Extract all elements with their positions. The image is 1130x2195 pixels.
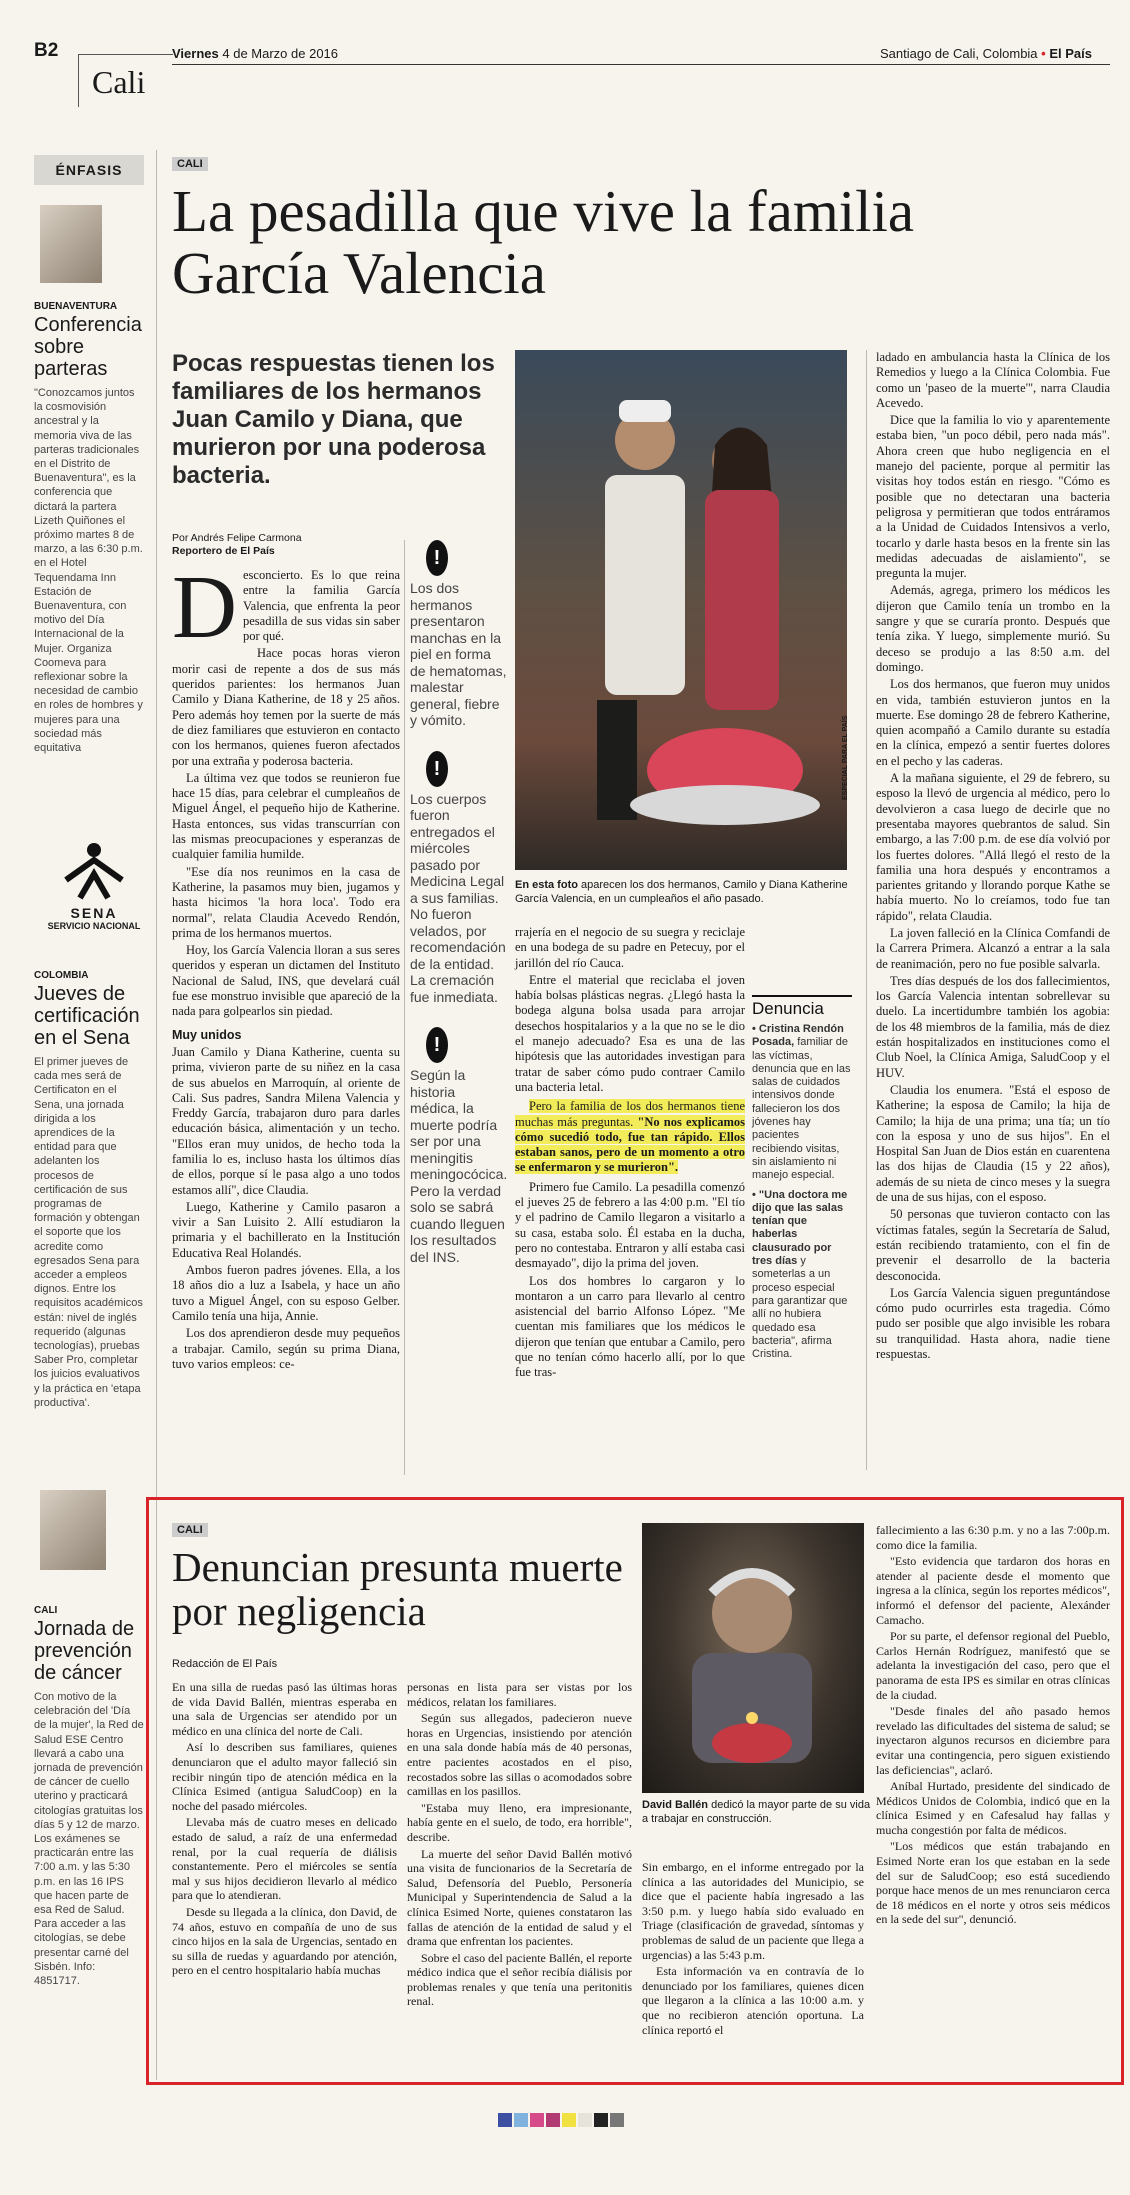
color-registration-bar: [498, 2113, 624, 2127]
photo-credit: ESPECIAL PARA EL PAÍS: [842, 715, 849, 800]
sidebar-kicker-3: CALI: [34, 1605, 58, 1616]
article1-column-3: [515, 925, 745, 1383]
sidebar-body-3: Con motivo de la celebración del 'Día de la mujer', la Red de Salud ESE Centro llevará a cabo una jornada de prevención de cáncer de cuello uterino y practicará citologías gratuitas los días 5 y 12 de marzo. Los exámenes se practicarán entre las 7:00 a.m. y las 5:30 p.m. en las 16 IPS que hacen parte de esa Red de Salud. Para acceder a las citologías, se debe presentar carné del Sisbén. Info: 4851717.: [34, 1691, 144, 1988]
denuncia-quote: "Una doctora me dijo que las salas tenían que haberlas clausurado por tres días: [752, 1188, 848, 1268]
article1-col3-p4: Los dos hombres lo cargaron y lo montaron a un carro para llevarlo al centro asistencial del barrio Alfonso López. "Me cuentan mis familiares que los médicos le dijeron que tenían que entubar a Camilo, pero que no tenían cómo hacerlo allí, por lo que fue tras-: [515, 1273, 745, 1380]
header-city: [880, 46, 1092, 61]
color-swatch: [498, 2113, 512, 2127]
article2-col2-p2: Según sus allegados, padecieron nueve horas en Urgencias, insistiendo por atención en una sala donde había más de 40 personas, entre pacientes acostados en el piso, recostados sobre las sillas o acomodados sobre camillas en los pasillos.: [407, 1711, 632, 1799]
article2-col3-p2: Esta información va en contravía de lo denunciado por los familiares, quienes dicen que llegaron a la clínica a las 10:00 a.m. y que no recibieron atención oportuna. La clínica reportó el: [642, 1964, 864, 2037]
sena-logo-text: SENA: [70, 905, 118, 921]
article1-col1-p6: Juan Camilo y Diana Katherine, cuenta su prima, vivieron parte de su niñez en la casa de sus abuelos en Marroquín, al oriente de Cali. Sus padres, Sandra Milena Valencia y Freddy García, trabajaron duro para darles educación básica, alimentación y un techo. "Ellos eran muy unidos, de hecho toda la familia lo es, incluso hasta los últimos días de ellos, porque sí le pasa algo a uno todos estamos allí", dice Claudia.: [172, 1044, 400, 1197]
color-swatch: [594, 2113, 608, 2127]
article1-photo: [515, 350, 847, 870]
exclamation-icon: [426, 751, 448, 787]
sidebar: [34, 155, 144, 755]
color-swatch: [562, 2113, 576, 2127]
sidenote-2: Los cuerpos fueron entregados el miércoles pasado por Medicina Legal a sus familias. No fueron velados, por recomendación de la entidad. La cremación fue inmediata.: [410, 790, 506, 1005]
color-swatch: [530, 2113, 544, 2127]
caption2-text: dedicó la mayor parte de su vida a trabajar en construcción.: [642, 1799, 871, 1825]
header-rule: [172, 64, 1110, 65]
enfasis-label: ÉNFASIS: [34, 155, 144, 185]
article1-col4-p5: A la mañana siguiente, el 29 de febrero, su esposo la llevó de urgencia al médico, pero lo devolvieron a casa luego de decirle que no presentaba mayores quebrantos de salud. Sin embargo, a las 7:00 p.m. de ese día volvió por los fuertes dolores. "Allá llegó el resto de la familia una hora después y encontramos a parientes gritando y llorando porque Kathe se había muerto. No lo creíamos, todo fue tan rápido", relata Claudia.: [876, 771, 1110, 923]
article1-subhead: Muy unidos: [172, 1027, 242, 1042]
sidebar-kicker-1: BUENAVENTURA: [34, 301, 118, 312]
denuncia-text-2: y someterlas a un proceso especial para garantizar que allí no hubiera quedado esa bacteria", afirma Cristina.: [752, 1255, 848, 1361]
article1-col1-p2: Hace pocas horas vieron morir casi de repente a dos de sus más queridos parientes: los hermanos Juan Camilo y Diana Katherine, de 18 y 25 años. Pero además hoy temen por la suerte de más de diez familiares que estuvieron en contacto con los hermanos, quienes fueron afectados por una extraña y poderosa bacteria.: [172, 646, 400, 768]
article1-col1-p7: Luego, Katherine y Camilo pasaron a vivir a San Luisito 2. Allí estudiaron la primaria y el bachillerato en la Institución Educativa Real Holandés.: [172, 1199, 400, 1260]
article2-col1-p4: Desde su llegada a la clínica, don David, de 74 años, estuvo en compañía de uno de sus cinco hijos en la sala de Urgencias, sentado en su silla de ruedas y aguardando por atención, pero en el centro hospitalario había muchas: [172, 1904, 397, 1978]
highlight-b: "No nos explicamos cómo sucedió todo, fue tan rápido. Ellos estaban sanos, pero de un momento a otro se enfermaron y se murieron".: [515, 1114, 745, 1175]
caption-lead: En esta foto: [515, 879, 578, 891]
article2-byline: Redacción de El País: [172, 1658, 278, 1670]
article1-col3-p2: Entre el material que reciclaba el joven había bolsas plásticas negras. ¿Llegó hasta la bodega alguna bolsa usada para arrojar desechos hospitalarios y a la que no se le dio el manejo adecuado? Esa es una de las hipótesis que las autoridades investigan para tratar de saber cómo pudo contraer Camilo una bacteria letal.: [515, 972, 745, 1094]
article1-col4-p3: Además, agrega, primero los médicos les dijeron que Camilo tenía un trombo en la sangre y que se curaría pronto. Después que tenía zika. Y luego, simplemente murió. Su deceso se produjo a las 8:50 a.m. del domingo.: [876, 583, 1110, 674]
sidenote-rule: [404, 540, 405, 1475]
article2-col4-p1: fallecimiento a las 6:30 p.m. y no a las 7:00p.m. como dice la familia.: [876, 1523, 1110, 1552]
exclamation-icon: [426, 540, 448, 576]
sidenote-1: Los dos hermanos presentaron manchas en la piel en forma de hematomas, malestar general, fiebre y vómito.: [410, 580, 507, 728]
header-date: [172, 46, 338, 61]
article1-photo-caption: [515, 878, 860, 906]
denuncia-title: Denuncia: [752, 999, 824, 1018]
denuncia-name: Cristina Rendón Posada,: [752, 1023, 844, 1049]
article2-col4-p2: "Esto evidencia que tardaron dos horas en atender al paciente desde el momento que ingresa a la clínica, según los reportes médicos", informó el defensor del paciente, Alexánder Camacho.: [876, 1554, 1110, 1627]
article1-col4-p9: 50 personas que tuvieron contacto con las víctimas fatales, según la Secretaría de Salud, están recibiendo tratamiento, con el fin de prevenir el desarrollo de la bacteria desconocida.: [876, 1207, 1110, 1283]
article1-col1-p5: Hoy, los García Valencia lloran a sus seres queridos y esperan un dictamen del Instituto Nacional de Salud, INS, que develará cuál fue ese monstruo invisible que apareció de la nada para golpearlos sin piedad.: [172, 943, 400, 1019]
article1-col1-p8: Ambos fueron padres jóvenes. Ella, a los 18 años dio a luz a Isabela, y hace un año tuvo a Miguel Ángel, con su esposo Gelber. Camilo tenía una hija, Annie.: [172, 1263, 400, 1323]
sidenotes: [410, 540, 508, 1265]
article2-headline: Denuncian presunta muerte por negligencia: [172, 1544, 623, 1634]
article2-col2-p1: personas en lista para ser vistas por los médicos, relatan los familiares.: [407, 1680, 632, 1709]
article2-col2-p4: La muerte del señor David Ballén motivó una visita de funcionarios de la Secretaría de Salud, Defensoría del Pueblo, Personería Municipal y Superintendencia de Salud a la clínica Esimed Norte, quienes constataron las fallas de atención de la entidad de salud y el drama que enfrentan los pacientes.: [407, 1846, 632, 1949]
date-rest: 4 de Marzo de 2016: [222, 46, 339, 61]
article1-col1-p1: esconcierto. Es lo que reina entre la familia García Valencia, que enfrenta la peor pesadilla de sus vidas sin saber por qué.: [243, 568, 400, 644]
article1-col3-highlight: [515, 1099, 745, 1175]
sidebar-photo: [40, 205, 102, 283]
article1-col4-p8: Claudia los enumera. "Está el esposo de Katherine; la esposa de Camilo; la hija de Camilo; la hija de una prima; una tía; un tío con la esposa y uno de sus hijos". En el Hospital San Juan de Dios están en cuarentena las dos hijas de Claudia (15 y 22 años), además de su nieta de cinco meses y la suegra de una de sus hijas, con el esposo.: [876, 1082, 1110, 1205]
color-swatch: [546, 2113, 560, 2127]
article2-col1-p3: Llevaba más de cuatro meses en delicado estado de salud, a raíz de una enfermedad renal, por la cual requería de diálisis constantemente. Pero el miércoles se sentía mal y sus hijos decidieron llevarlo al médico para que lo atendieran.: [172, 1815, 397, 1903]
denuncia-bullet-icon: •: [752, 1023, 756, 1035]
highlight-a: Pero la familia de los dos hermanos tiene muchas más preguntas.: [515, 1099, 745, 1129]
article2-col2-p5: Sobre el caso del paciente Ballén, el reporte médico indica que el señor recibía diálisis por problemas renales y que tenía una peritonitis renal.: [407, 1950, 632, 2009]
article1-col4-p6: La joven falleció en la Clínica Comfandi de la Carrera Primera. Alcanzó a entrar a la sala de reanimación, pero no fue posible salvarla.: [876, 925, 1110, 971]
exclamation-glyph: !: [433, 1034, 441, 1056]
article2-col2-p3: "Estaba muy lleno, era impresionante, había gente en el suelo, de todo, era horrible", describe.: [407, 1800, 632, 1844]
sidebar-photo-2: [40, 1490, 106, 1570]
sidebar-block-3: [34, 1605, 144, 1988]
sidebar-title-1: Conferencia sobre parteras: [34, 314, 142, 380]
article2-photo-art: [642, 1523, 864, 1793]
article2-col4-p5: Aníbal Hurtado, presidente del sindicado de Médicos Unidos de Colombia, indicó que en la clínica Esimed y en Cafesalud hay fallas y mucha congestión por falta de médicos.: [876, 1779, 1110, 1837]
article1-col3-p1: rrajería en el negocio de su suegra y reciclaje en una bodega de su padre en Petecuy, por el jarillón del río Cauca.: [515, 925, 745, 970]
color-swatch: [514, 2113, 528, 2127]
color-swatch: [610, 2113, 624, 2127]
sena-logo: [44, 840, 144, 931]
article1-col4-p10: Los García Valencia siguen preguntándose cómo pudo ocurrirles esta tragedia. Cómo pudo ser posible que algo invisible les robara su tranquilidad. Hasta ahora, nadie tiene respuestas.: [876, 1285, 1110, 1361]
article2-col3-p1: Sin embargo, en el informe entregado por la clínica a las autoridades del Municipio, se dice que el paciente había ingresado a las 3:50 p.m. y luego había sido evaluado en Triage (clasificación de gravedad, síntomas y problemas de salud de un paciente que llega a urgencias) a las 5:43 p.m.: [642, 1860, 864, 1962]
denuncia-bullet-2: [752, 1189, 852, 1362]
article1-col1-p9: Los dos aprendieron desde muy pequeños a trabajar. Camilo, según su prima Diana, tuvo varios empleos: ce-: [172, 1326, 400, 1371]
article1-deck: Pocas respuestas tienen los familiares de los hermanos Juan Camilo y Diana, que murieron por una poderosa bacteria.: [172, 350, 495, 489]
article2-col4-p4: "Desde finales del año pasado hemos revelado las dificultades del sistema de salud; se inyectaron algunos recursos en diciembre para evitar una contingencia, pero siguen existiendo las deficiencias", aclaró.: [876, 1704, 1110, 1777]
article2-col1-p1: En una silla de ruedas pasó las últimas horas de vida David Ballén, mientras esperaba en una sala de Urgencias ser atendido por un médico en una clínica del norte de Cali.: [172, 1680, 397, 1738]
article2-column-3: [642, 1860, 864, 2039]
sidebar-body-1: "Conozcamos juntos la cosmovisión ancestral y la memoria viva de las parteras tradicionales en el Distrito de Buenaventura", es la conferencia que dictará la partera Lizeth Quiñones el próximo martes 8 de marzo, a las 6:30 p.m. en el Hotel Tequendama Inn Estación de Buenaventura, con motivo del Día Internacional de la Mujer. Organiza Coomeva para reflexionar sobre la necesidad de cambio en roles de hombres y mujeres para una sociedad más equitativa: [34, 387, 143, 755]
exclamation-glyph: !: [433, 547, 441, 569]
article1-photo-art: [515, 350, 847, 870]
sidebar-title-2: Jueves de certificación en el Sena: [34, 983, 140, 1049]
sena-caption: SERVICIO NACIONAL: [47, 921, 141, 931]
article2-photo-caption: [642, 1798, 872, 1826]
article1-col4-p7: Tres días después de los dos fallecimientos, los García Valencia intentan sobrellevar su duelo. La incertidumbre también los agobia: de los 48 miembros de la familia, más de diez están hospitalizados en instituciones como el Club Noel, la Clínica Amiga, SaludCoop y el HUV.: [876, 973, 1110, 1080]
col4-rule: [866, 350, 867, 1470]
article1-byline: [172, 532, 302, 558]
article1-col3-p3: Primero fue Camilo. La pesadilla comenzó el jueves 25 de febrero a las 4:00 p.m. "El tío y el padrino de Camilo llegaron a visitarlo a su casa, estaba solo. Él estaba en la ducha, pero no contestaba. Entraron y allí estaba casi desmayado", dijo la prima del joven.: [515, 1179, 745, 1271]
exclamation-glyph: !: [433, 757, 441, 780]
header-brand: •: [1041, 46, 1046, 61]
brand-name: El País: [1049, 46, 1092, 61]
article2-photo: [642, 1523, 864, 1793]
denuncia-box: [752, 995, 852, 1361]
exclamation-icon: [426, 1027, 448, 1063]
caption2-lead: David Ballén: [642, 1799, 709, 1811]
page-number: B2: [34, 40, 59, 61]
denuncia-text-1: familiar de las víctimas, denuncia que en las salas de cuidados intensivos donde fallecieron los dos jóvenes hay pacientes recibiendo visitas, sin aislamiento ni manejo especial.: [752, 1036, 851, 1182]
sidebar-kicker-2: COLOMBIA: [34, 970, 89, 981]
denuncia-bullet-icon: •: [752, 1188, 756, 1201]
article1-column-4: [876, 350, 1110, 1364]
article1-col4-p2: Dice que la familia lo vio y aparentemente estaba bien, "un poco débil, pero nada más". Ahora creen que hubo negligencia en el manejo del paciente, porque al permitir las visitas hoy todos están en riesgo. "Cómo es posible que no detectaran una bacteria peligrosa y permitieran que todos entráramos a la Unidad de Cuidados Intensivos a verlo, tocarlo y darle hasta besos en la frente sin las medidas adecuadas de aislamiento", se pregunta la mujer.: [876, 413, 1110, 581]
date-day: Viernes: [172, 46, 219, 61]
sena-logo-icon: [62, 840, 126, 900]
article1-col4-p4: Los dos hermanos, que fueron muy unidos en vida, también estuvieron juntos en la muerte. Ese domingo 28 de febrero Katherine, quien acompañó a Camilo durante su estadía en la clínica, empezó a sentir fuertes dolores en el pecho y las caderas.: [876, 677, 1110, 768]
sidebar-block-2: [34, 970, 144, 1410]
header-city-name: Santiago de Cali, Colombia: [880, 46, 1038, 61]
article2-column-1: [172, 1680, 397, 1980]
article2-col4-p3: Por su parte, el defensor regional del Pueblo, Carlos Hernán Rodríguez, manifestó que se adelanta la investigación del caso, pero que el panorama de esta IPS es similar en otras clínicas de la ciudad.: [876, 1629, 1110, 1702]
caption-text: aparecen los dos hermanos, Camilo y Diana Katherine García Valencia, en un cumpleaños el año pasado.: [515, 879, 848, 905]
article2-column-2: [407, 1680, 632, 2011]
article1-col4-p1: ladado en ambulancia hasta la Clínica de los Remedios y luego a la Clínica Colombia. Fue como un 'paseo de la muerte'", narra Claudia Acevedo.: [876, 350, 1110, 410]
article1-col1-p3: La última vez que todos se reunieron fue hace 15 días, para celebrar el cumpleaños de Miguel Ángel, el pequeño hijo de Katherine. Hasta entonces, sus vidas transcurrían con las mismas preocupaciones y esperanzas de cualquier familia humilde.: [172, 770, 400, 862]
article1-headline: La pesadilla que vive la familia García Valencia: [172, 178, 915, 306]
article1-kicker: CALI: [172, 157, 208, 171]
article1-column-1: [172, 558, 400, 1374]
article2-kicker: CALI: [172, 1523, 208, 1537]
color-swatch: [578, 2113, 592, 2127]
article1-dropcap: D: [172, 558, 237, 657]
sidenote-3: Según la historia médica, la muerte podría ser por una meningitis meningocócica. Pero la verdad solo se sabrá cuando lleguen los resultados del INS.: [410, 1067, 508, 1265]
section-name: Cali: [92, 64, 146, 100]
article1-author-role: Reportero de El País: [172, 545, 275, 557]
sidebar-title-3: Jornada de prevención de cáncer: [34, 1618, 135, 1684]
article1-col1-p4: "Ese día nos reunimos en la casa de Katherine, la pasamos muy bien, jugamos y hasta hicimos 'la hora loca'. Todo era normal", relata Claudia Acevedo Rendón, prima de los hermanos muertos.: [172, 864, 400, 940]
article1-author: Por Andrés Felipe Carmona: [172, 532, 302, 544]
article2-col4-p6: "Los médicos que están trabajando en Esimed Norte eran los que estaban en la sede del sur de SaludCoop; eso está sucediendo porque hace menos de un mes renunciaron cerca de 18 médicos en el norte y otros seis médicos en la sede del sur", denunció.: [876, 1839, 1110, 1927]
article2-column-4: [876, 1523, 1110, 1929]
sidebar-body-2: El primer jueves de cada mes será de Certificaton en el Sena, una jornada dirigida a los aprendices de la entidad para que adelanten los procesos de certificación de sus programas de formación y obtengan el soporte que los acredite como egresados Sena para acceder a empleos dignos. Entre los requisitos académicos están: nivel de inglés requerido (algunas tecnologías), pruebas Saber Pro, completar los juicios evaluativos y la práctica en 'etapa productiva'.: [34, 1056, 143, 1409]
denuncia-bullet-1: [752, 1023, 852, 1183]
article2-col1-p2: Así lo describen sus familiares, quienes denunciaron que el adulto mayor falleció sin recibir ningún tipo de atención médica en la Clínica Esimed (antigua SaludCoop) en la noche del pasado miércoles.: [172, 1740, 397, 1813]
